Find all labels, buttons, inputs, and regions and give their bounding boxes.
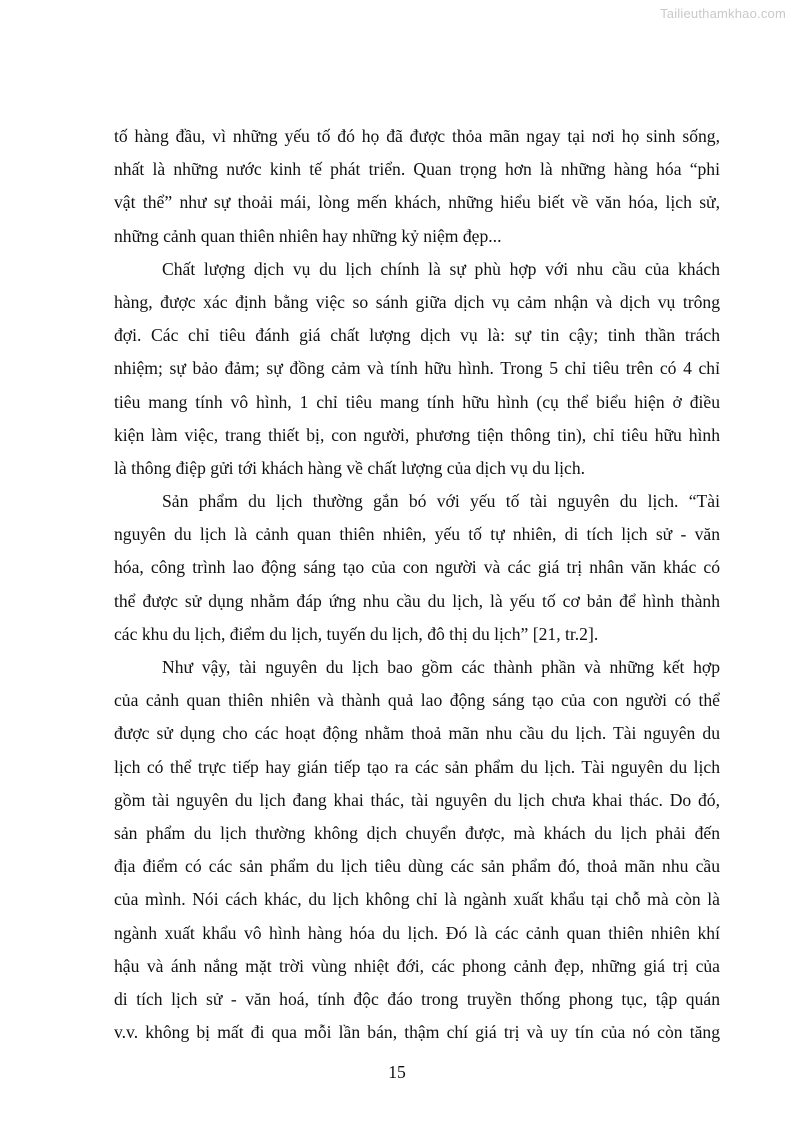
watermark-text: Tailieuthamkhao.com [660,6,786,21]
text-line: đợi. Các chỉ tiêu đánh giá chất lượng dịch vụ là: sự tin cậy; tinh thần trách [114,325,720,346]
document-body [114,120,720,1049]
text-line: Sản phẩm du lịch thường gắn bó với yếu tố tài nguyên du lịch. “Tài [162,491,720,512]
text-line: nguyên du lịch là cảnh quan thiên nhiên, yếu tố tự nhiên, di tích lịch sử - văn [114,524,720,545]
text-line: hàng, được xác định bằng việc so sánh giữa dịch vụ cảm nhận và dịch vụ trông [114,291,720,312]
paragraph-2 [114,253,720,485]
text-line: Như vậy, tài nguyên du lịch bao gồm các thành phần và những kết hợp [162,657,720,677]
text-line: gồm tài nguyên du lịch đang khai thác, tài nguyên du lịch chưa khai thác. Do đó, [114,789,720,810]
text-line: được sử dụng cho các hoạt động nhằm thoả mãn nhu cầu du lịch. Tài nguyên du [114,723,720,744]
text-line: những cảnh quan thiên nhiên hay những kỷ niệm đẹp... [114,225,502,246]
text-line: thể được sử dụng nhằm đáp ứng nhu cầu du lịch, là yếu tố cơ bản để hình thành [114,590,720,611]
text-line: vật thể” như sự thoải mái, lòng mến khách, những hiểu biết về văn hóa, lịch sử, [114,192,720,213]
paragraph-3 [114,485,720,651]
text-line: nhiệm; sự bảo đảm; sự đồng cảm và tính hữu hình. Trong 5 chỉ tiêu trên có 4 chỉ [114,358,720,379]
text-line: kiện làm việc, trang thiết bị, con người, phương tiện thông tin), chỉ tiêu hữu hình [114,424,720,445]
text-line: lịch có thể trực tiếp hay gián tiếp tạo ra các sản phẩm du lịch. Tài nguyên du lịch [114,756,720,777]
paragraph-1 [114,120,720,253]
text-line: địa điểm có các sản phẩm du lịch tiêu dùng các sản phẩm đó, thoả mãn nhu cầu [114,856,720,877]
text-line: tiêu mang tính vô hình, 1 chỉ tiêu mang tính hữu hình (cụ thể biểu hiện ở điều [114,391,720,412]
text-line: Chất lượng dịch vụ du lịch chính là sự phù hợp với nhu cầu của khách [162,258,720,279]
text-line: hóa, công trình lao động sáng tạo của con người và các giá trị nhân văn khác có [114,557,720,578]
text-line: của cảnh quan thiên nhiên và thành quả lao động sáng tạo của con người có thể [114,690,720,711]
text-line: sản phẩm du lịch thường không dịch chuyển được, mà khách du lịch phải đến [114,822,720,843]
text-line: ngành xuất khẩu vô hình hàng hóa du lịch. Đó là các cảnh quan thiên nhiên khí [114,922,720,943]
paragraph-4 [114,651,720,1049]
page-number: 15 [388,1062,406,1082]
text-line: v.v. không bị mất đi qua mỗi lần bán, thậm chí giá trị và uy tín của nó còn tăng [114,1022,720,1043]
text-line: các khu du lịch, điểm du lịch, tuyến du lịch, đô thị du lịch” [21, tr.2]. [114,623,599,644]
text-line: của mình. Nói cách khác, du lịch không chỉ là ngành xuất khẩu tại chỗ mà còn là [114,889,720,910]
text-line: nhất là những nước kinh tế phát triển. Quan trọng hơn là những hàng hóa “phi [114,159,720,180]
text-line: di tích lịch sử - văn hoá, tính độc đáo trong truyền thống phong tục, tập quán [114,988,720,1009]
text-line: hậu và ánh nắng mặt trời vùng nhiệt đới, các phong cảnh đẹp, những giá trị của [114,955,720,976]
text-line: là thông điệp gửi tới khách hàng về chất lượng của dịch vụ du lịch. [114,457,586,478]
text-line: tố hàng đầu, vì những yếu tố đó họ đã được thỏa mãn ngay tại nơi họ sinh sống, [114,126,720,146]
